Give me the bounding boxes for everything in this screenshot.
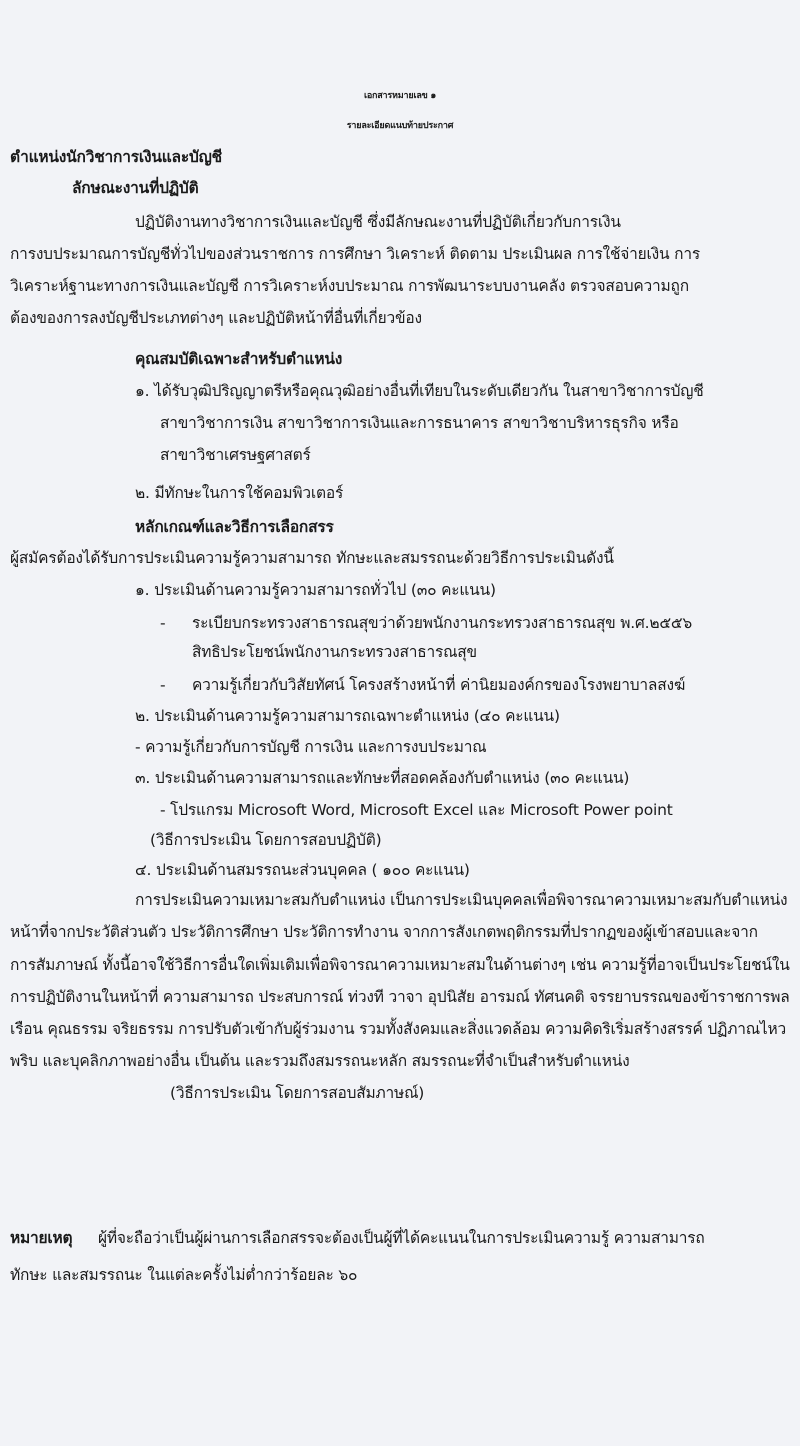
duties-line: ปฏิบัติงานทางวิชาการเงินและบัญชี ซึ่งมีลักษณะงานที่ปฏิบัติเกี่ยวกับการเงิน [135,213,621,231]
bullet-dash: - [160,614,166,632]
criterion-4-line: การสัมภาษณ์ ทั้งนี้อาจใช้วิธีการอื่นใดเพิ่มเติมเพื่อพิจารณาความเหมาะสมในด้านต่างๆ เช่น ความรู้ที่อาจเป็นประโยชน์ใน [10,956,790,974]
criterion-4-line: หน้าที่จากประวัติส่วนตัว ประวัติการศึกษา ประวัติการทำงาน จากการสังเกตพฤติกรรมที่ปรากฏของผู้เข้าสอบและจาก [10,923,758,941]
criterion-4-line: พริบ และบุคลิกภาพอย่างอื่น เป็นต้น และรวมถึงสมรรถนะหลัก สมรรถนะที่จำเป็นสำหรับตำแหน่ง [10,1052,630,1070]
qualification-item-1: ๑. ได้รับวุฒิปริญญาตรีหรือคุณวุฒิอย่างอื่นที่เทียบในระดับเดียวกัน ในสาขาวิชาการบัญชี [135,382,704,400]
selection-heading: หลักเกณฑ์และวิธีการเลือกสรร [135,518,334,536]
note-line-1: ผู้ที่จะถือว่าเป็นผู้ผ่านการเลือกสรรจะต้องเป็นผู้ที่ได้คะแนนในการประเมินความรู้ ความสามารถ [98,1229,705,1247]
criterion-4-line: การประเมินความเหมาะสมกับตำแหน่ง เป็นการประเมินบุคคลเพื่อพิจารณาความเหมาะสมกับตำแหน่ง [135,891,788,909]
criterion-2-bullet-1: - ความรู้เกี่ยวกับการบัญชี การเงิน และการงบประมาณ [135,738,487,756]
qualifications-heading: คุณสมบัติเฉพาะสำหรับตำแหน่ง [135,350,343,368]
criterion-4-title: ๔. ประเมินด้านสมรรถนะส่วนบุคคล ( ๑๐๐ คะแนน) [135,861,470,879]
duties-line: ต้องของการลงบัญชีประเภทต่างๆ และปฏิบัติหน้าที่อื่นที่เกี่ยวข้อง [10,309,422,327]
duties-line: การงบประมาณการบัญชีทั่วไปของส่วนราชการ การศึกษา วิเคราะห์ ติดตาม ประเมินผล การใช้จ่ายเงิน การ [10,245,700,263]
qualification-item-1-cont: สาขาวิชาการเงิน สาขาวิชาการเงินและการธนาคาร สาขาวิชาบริหารธุรกิจ หรือ [160,414,679,432]
duties-line: วิเคราะห์ฐานะทางการเงินและบัญชี การวิเคราะห์งบประมาณ การพัฒนาระบบงานคลัง ตรวจสอบความถูก [10,277,689,295]
qualification-item-2: ๒. มีทักษะในการใช้คอมพิวเตอร์ [135,484,344,502]
criterion-4-line: เรือน คุณธรรม จริยธรรม การปรับตัวเข้ากับผู้ร่วมงาน รวมทั้งสังคมและสิ่งแวดล้อม ความคิดริเริ่มสร้างสรรค์ ปฏิภาณไหว [10,1020,787,1038]
note-line-2: ทักษะ และสมรรถนะ ในแต่ละครั้งไม่ต่ำกว่าร้อยละ ๖๐ [10,1266,358,1284]
criterion-1-title: ๑. ประเมินด้านความรู้ความสามารถทั่วไป (๓๐ คะแนน) [135,581,496,599]
document-subtitle: รายละเอียดแนบท้ายประกาศ [346,121,454,131]
criterion-2-title: ๒. ประเมินด้านความรู้ความสามารถเฉพาะตำแหน่ง (๔๐ คะแนน) [135,707,560,725]
position-title: ตำแหน่งนักวิชาการเงินและบัญชี [10,148,222,166]
bullet-dash: - [160,676,166,694]
criterion-3-bullet-1: - โปรแกรม Microsoft Word, Microsoft Excel และ Microsoft Power point [160,801,673,819]
criterion-1-bullet-1-cont: สิทธิประโยชน์พนักงานกระทรวงสาธารณสุข [192,643,477,661]
note-label: หมายเหตุ [10,1229,73,1247]
criterion-4-line: การปฏิบัติงานในหน้าที่ ความสามารถ ประสบการณ์ ท่วงที วาจา อุปนิสัย อารมณ์ ทัศนคติ จรรยาบรรณของข้าราชการพล [10,988,790,1006]
document-number: เอกสารหมายเลข ๑ [363,91,437,101]
criterion-4-method: (วิธีการประเมิน โดยการสอบสัมภาษณ์) [170,1084,425,1102]
selection-intro: ผู้สมัครต้องได้รับการประเมินความรู้ความสามารถ ทักษะและสมรรถนะด้วยวิธีการประเมินดังนี้ [10,549,614,567]
qualification-item-1-cont: สาขาวิชาเศรษฐศาสตร์ [160,446,311,464]
criterion-3-title: ๓. ประเมินด้านความสามารถและทักษะที่สอดคล้องกับตำแหน่ง (๓๐ คะแนน) [135,769,630,787]
criterion-1-bullet-2: ความรู้เกี่ยวกับวิสัยทัศน์ โครงสร้างหน้าที่ ค่านิยมองค์กรของโรงพยาบาลสงฆ์ [192,676,686,694]
criterion-3-method: (วิธีการประเมิน โดยการสอบปฏิบัติ) [150,831,382,849]
duties-heading: ลักษณะงานที่ปฏิบัติ [72,179,199,197]
criterion-1-bullet-1: ระเบียบกระทรวงสาธารณสุขว่าด้วยพนักงานกระทรวงสาธารณสุข พ.ศ.๒๕๕๖ [192,614,693,632]
